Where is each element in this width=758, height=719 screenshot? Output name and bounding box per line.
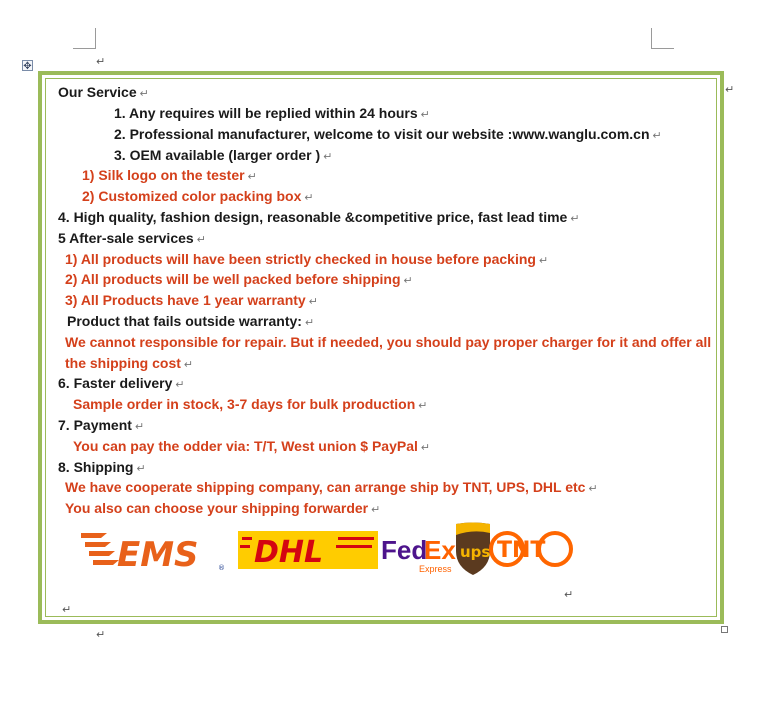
point-7-payment: 7. Payment ↵	[58, 417, 145, 433]
service-item-1: 1. Any requires will be replied within 24 hours ↵	[114, 105, 430, 121]
paragraph-mark-icon: ↵	[96, 55, 106, 68]
service-item-2: 2. Professional manufacturer, welcome to visit our website :www.wanglu.com.cn ↵	[114, 126, 662, 142]
after-sale-1: 1) All products will have been strictly checked in house before packing ↵	[65, 251, 549, 267]
paragraph-mark-icon: ↵	[96, 628, 106, 641]
point-6-delivery: 6. Faster delivery ↵	[58, 375, 185, 391]
oem-sub-1: 1) Silk logo on the tester ↵	[82, 167, 257, 183]
svg-text:DHL: DHL	[254, 535, 324, 570]
table-move-handle-icon[interactable]: ✥	[23, 61, 32, 72]
ems-logo	[81, 533, 225, 575]
delivery-detail: Sample order in stock, 3-7 days for bulk production ↵	[73, 396, 428, 412]
svg-text:®: ®	[218, 564, 225, 572]
shipping-line-2: You also can choose your shipping forwarder ↵	[65, 500, 381, 516]
after-sale-3: 3) All Products have 1 year warranty ↵	[65, 292, 318, 308]
shipping-line-1: We have cooperate shipping company, can arrange ship by TNT, UPS, DHL etc ↵	[65, 479, 598, 495]
point-5-after-sale: 5 After-sale services ↵	[58, 230, 206, 246]
heading-our-service: Our Service ↵	[58, 84, 149, 100]
ups-logo	[456, 523, 490, 576]
repair-line-2: the shipping cost ↵	[65, 355, 194, 371]
oem-sub-2: 2) Customized color packing box ↵	[82, 188, 314, 204]
after-sale-2: 2) All products will be well packed before shipping ↵	[65, 271, 413, 287]
service-item-3: 3. OEM available (larger order ) ↵	[114, 147, 333, 163]
svg-text:EMS: EMS	[117, 535, 199, 575]
fedex-logo	[381, 535, 456, 574]
payment-detail: You can pay the odder via: T/T, West union $ PayPal ↵	[73, 438, 431, 454]
svg-text:Ex: Ex	[424, 535, 456, 565]
paragraph-mark-icon: ↵	[564, 588, 574, 601]
svg-text:TNT: TNT	[497, 538, 546, 563]
service-info-frame	[38, 71, 724, 624]
repair-line-1: We cannot responsible for repair. But if needed, you should pay proper charger for it and offer all	[65, 334, 712, 350]
dhl-logo	[238, 531, 378, 570]
svg-text:Express: Express	[419, 564, 452, 574]
outside-warranty-heading: Product that fails outside warranty: ↵	[67, 313, 315, 329]
paragraph-mark-icon: ↵	[62, 603, 72, 616]
crop-mark-top-left	[73, 28, 96, 49]
crop-mark-top-right	[651, 28, 674, 49]
svg-text:Fed: Fed	[381, 535, 428, 565]
paragraph-mark-icon: ↵	[725, 83, 735, 96]
point-4-quality: 4. High quality, fashion design, reasonable &competitive price, fast lead time ↵	[58, 209, 580, 225]
courier-logos-image	[79, 521, 546, 579]
point-8-shipping: 8. Shipping ↵	[58, 459, 146, 475]
svg-text:ups: ups	[460, 543, 491, 561]
frame-resize-handle[interactable]	[721, 626, 728, 633]
